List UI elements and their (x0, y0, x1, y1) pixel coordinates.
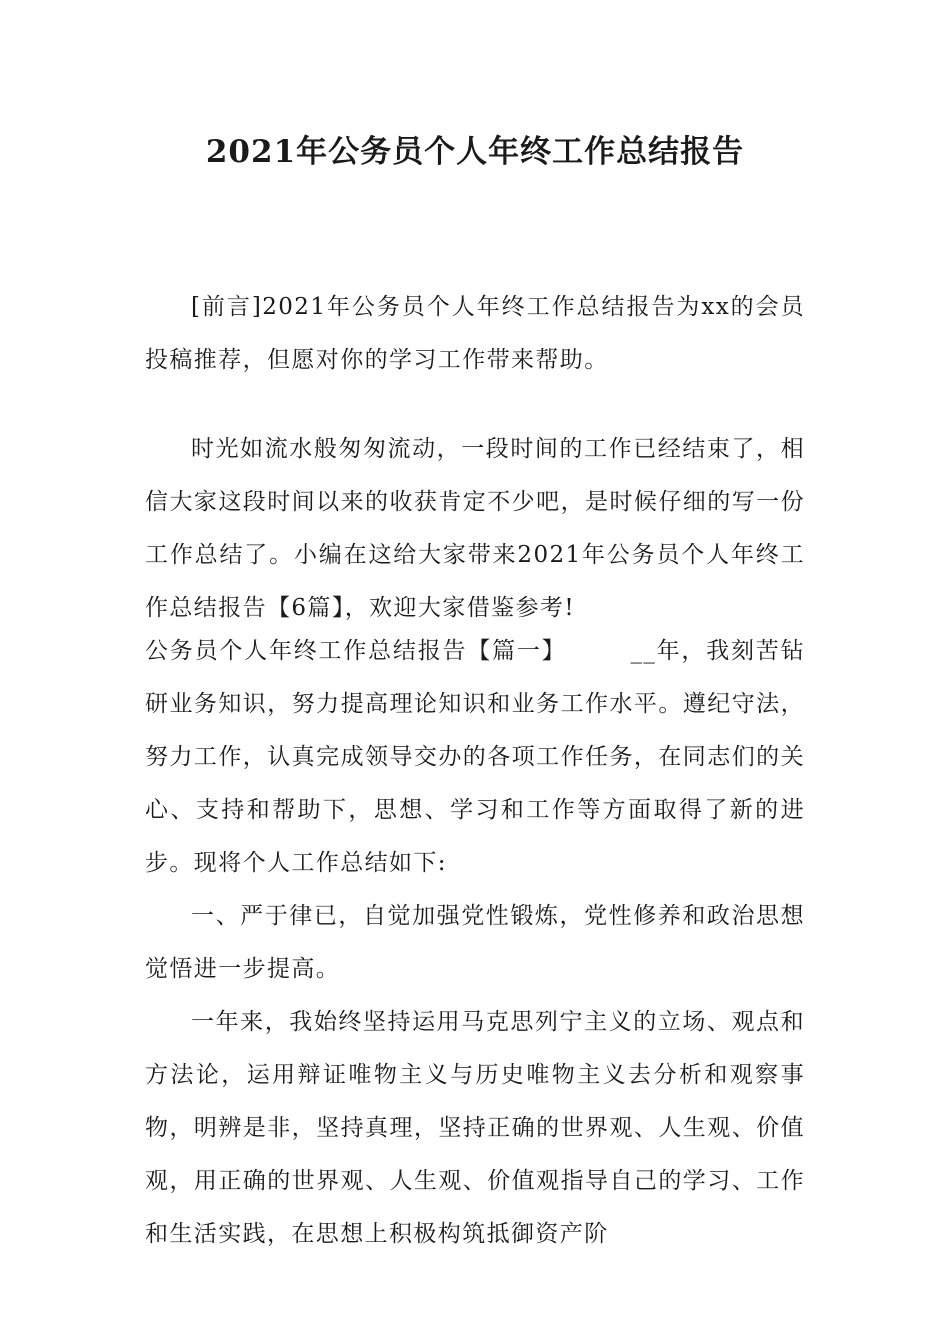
section-block (145, 625, 805, 1261)
point-one-heading: 一、严于律已，自觉加强党性锻炼，党性修养和政治思想觉悟进一步提高。 (145, 903, 805, 982)
preface-block (145, 281, 805, 387)
section-first-line (145, 625, 805, 890)
section-first-paragraph: __年，我刻苦钻研业务知识，努力提高理论知识和业务工作水平。遵纪守法，努力工作，认真完成领导交办的各项工作任务，在同志们的关心、支持和帮助下，思想、学习和工作等方面取得了新的进步。现将个人工作总结如下: (145, 638, 805, 876)
document-title: 2021年公务员个人年终工作总结报告 (205, 134, 745, 170)
preface-paragraph: [前言]2021年公务员个人年终工作总结报告为xx的会员投稿推荐，但愿对你的学习工作带来帮助。 (145, 294, 805, 373)
intro-block (145, 423, 805, 635)
point-one-body: 一年来，我始终坚持运用马克思列宁主义的立场、观点和方法论，运用辩证唯物主义与历史唯物主义去分析和观察事物，明辨是非，坚持真理，坚持正确的世界观、人生观、价值观，用正确的世界观、人生观、价值观指导自己的学习、工作和生活实践，在思想上积极构筑抵御资产阶 (145, 1009, 805, 1247)
intro-paragraph: 时光如流水般匆匆流动，一段时间的工作已经结束了，相信大家这段时间以来的收获肯定不少吧，是时候仔细的写一份工作总结了。小编在这给大家带来2021年公务员个人年终工作总结报告【6篇】，欢迎大家借鉴参考! (145, 436, 805, 621)
section-heading: 公务员个人年终工作总结报告【篇一】 (145, 638, 567, 664)
